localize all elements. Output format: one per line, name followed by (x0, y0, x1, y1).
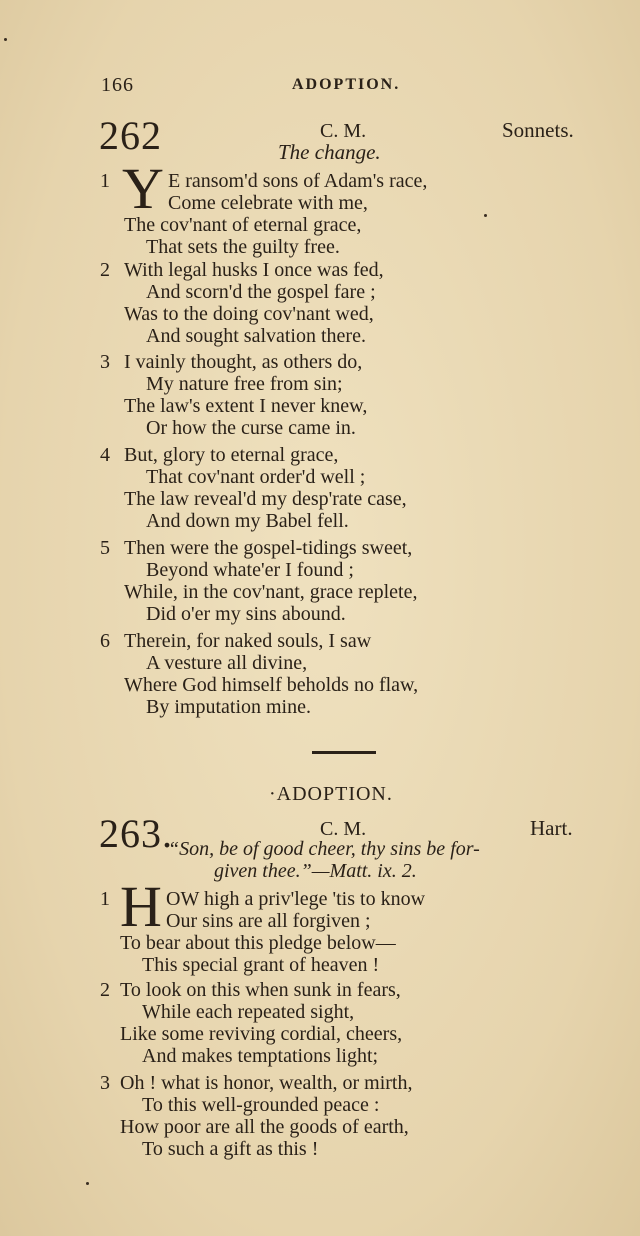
verse-line: E ransom'd sons of Adam's race, (168, 170, 428, 192)
verse-line: Did o'er my sins abound. (146, 603, 346, 625)
verse-line: How poor are all the goods of earth, (120, 1116, 409, 1138)
verse-line: Beyond whate'er I found ; (146, 559, 354, 581)
hymn-subtitle-line-1: “Son, be of good cheer, thy sins be for- (168, 838, 480, 860)
verse-number: 2 (100, 979, 110, 1001)
hymn-author: Sonnets. (502, 118, 574, 142)
verse-line: And makes temptations light; (142, 1045, 379, 1067)
page-number: 166 (101, 74, 134, 96)
verse-line: To bear about this pledge below— (120, 932, 396, 954)
verse-line: But, glory to eternal grace, (124, 444, 339, 466)
verse-line: That sets the guilty free. (146, 236, 340, 258)
hymn-meter: C. M. (320, 818, 367, 840)
drop-cap: H (120, 874, 162, 939)
verse-number: 5 (100, 537, 110, 559)
verse-number: 2 (100, 259, 110, 281)
running-title: ADOPTION. (292, 76, 401, 93)
hymn-subtitle-line-2 (214, 860, 417, 883)
verse-line: Our sins are all forgiven ; (166, 910, 371, 932)
verse-line: Therein, for naked souls, I saw (124, 630, 372, 652)
verse-line: My nature free from sin; (146, 373, 343, 395)
verse-line: I vainly thought, as others do, (124, 351, 363, 373)
verse-line: Come celebrate with me, (168, 192, 368, 214)
verse-line: To such a gift as this ! (142, 1138, 319, 1160)
hymn-number: 263. (99, 811, 173, 856)
hymn-subtitle: The change. (278, 140, 381, 164)
verse-line: Oh ! what is honor, wealth, or mirth, (120, 1072, 413, 1094)
running-head (0, 74, 640, 100)
hymn-meter: C. M. (320, 120, 367, 142)
drop-cap: Y (122, 156, 164, 221)
section-divider (312, 751, 376, 754)
verse-line: Or how the curse came in. (146, 417, 356, 439)
hymn-author: Hart. (530, 816, 573, 840)
verse-line: Then were the gospel-tidings sweet, (124, 537, 413, 559)
section-heading: ·ADOPTION. (269, 783, 393, 805)
hymn-number: 262 (99, 113, 162, 158)
verse-line: And sought salvation there. (146, 325, 366, 347)
verse-line: The cov'nant of eternal grace, (124, 214, 362, 236)
verse-line: Was to the doing cov'nant wed, (124, 303, 374, 325)
verse-line: To look on this when sunk in fears, (120, 979, 401, 1001)
verse-line: Like some reviving cordial, cheers, (120, 1023, 403, 1045)
verse-line: This special grant of heaven ! (142, 954, 380, 976)
verse-line: With legal husks I once was fed, (124, 259, 384, 281)
verse-number: 1 (100, 170, 110, 192)
verse-line: The law reveal'd my desp'rate case, (124, 488, 407, 510)
verse-number: 3 (100, 351, 110, 373)
verse-number: 6 (100, 630, 110, 652)
verse-line: OW high a priv'lege 'tis to know (166, 888, 426, 910)
verse-line: A vesture all divine, (146, 652, 308, 674)
paper-speck (86, 1182, 89, 1185)
verse-line: While, in the cov'nant, grace replete, (124, 581, 418, 603)
verse-line: By imputation mine. (146, 696, 311, 718)
verse-line: To this well-grounded peace : (142, 1094, 380, 1116)
verse-line: That cov'nant order'd well ; (146, 466, 366, 488)
verse-line: While each repeated sight, (142, 1001, 355, 1023)
verse-line: And scorn'd the gospel fare ; (146, 281, 376, 303)
verse-line: The law's extent I never knew, (124, 395, 368, 417)
paper-speck (484, 214, 487, 217)
verse-number: 4 (100, 444, 110, 466)
verse-line: Where God himself beholds no flaw, (124, 674, 419, 696)
verse-number: 3 (100, 1072, 110, 1094)
verse-number: 1 (100, 888, 110, 910)
verse-line: And down my Babel fell. (146, 510, 349, 532)
subtitle-text: given thee.”—Matt. ix. 2. (214, 860, 417, 882)
paper-speck (4, 38, 7, 41)
